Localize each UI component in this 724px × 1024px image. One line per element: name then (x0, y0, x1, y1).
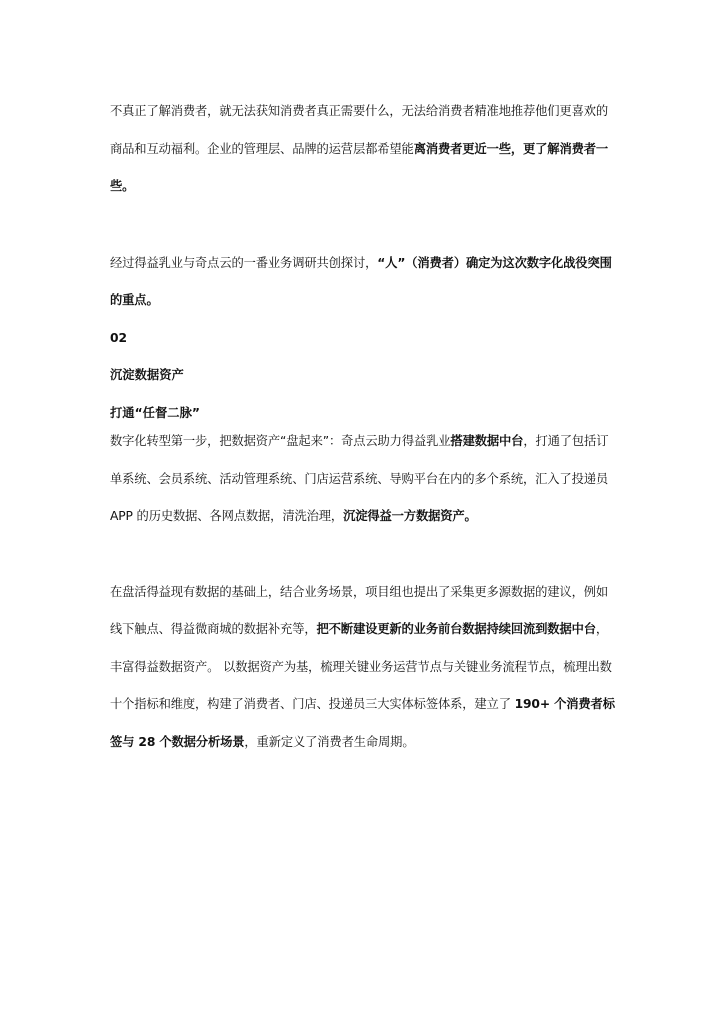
paragraph-text: ，丰富得益数据资产。 以数据资产为基，梳理关键业务运营节点与关键业务流程节点，梳理出数十个指标和维度，构建了消费者、门店、投递员三大实体标签体系，建立了 (110, 622, 612, 711)
paragraph-research-conclusion (110, 245, 618, 320)
paragraph-emphasis: 沉淀得益一方数据资产。 (343, 509, 477, 523)
paragraph-data-assets (110, 574, 618, 762)
paragraph-text: 不真正了解消费者，就无法获知消费者真正需要什么，无法给消费者精准地推荐他们更喜欢的商品和互动福利。企业的管理层、品牌的运营层都希望能 (110, 104, 609, 156)
section-number: 02 (110, 330, 128, 345)
section-title: 沉淀数据资产 (110, 368, 184, 382)
paragraph-emphasis: 搭建数据中台 (450, 434, 524, 448)
paragraph-consumer-understanding (110, 93, 618, 206)
paragraph-spacer (110, 206, 618, 245)
section-subtitle: 打通“任督二脉” (110, 405, 200, 420)
paragraph-text: ，打通了包括订单系统、会员系统、活动管理系统、门店运营系统、导购平台在内的多个系统，汇入了投递员 APP 的历史数据、各网点数据，清洗治理， (110, 434, 609, 523)
paragraph-text: ，重新定义了消费者生命周期。 (244, 734, 415, 749)
article-body (110, 93, 618, 761)
paragraph-emphasis: 把不断建设更新的业务前台数据持续回流到数据中台 (316, 622, 596, 636)
paragraph-data-middle-platform (110, 423, 618, 536)
paragraph-text: 经过得益乳业与奇点云的一番业务调研共创探讨， (110, 255, 378, 270)
paragraph-emphasis: 离消费者更近一些，更了解消费者一些。 (110, 141, 609, 193)
paragraph-text: 数字化转型第一步，把数据资产“盘起来”：奇点云助力得益乳业 (110, 434, 451, 448)
paragraph-text: 在盘活得益现有数据的基础上，结合业务场景，项目组也提出了采集更多源数据的建议，例如线下触点、得益微商城的数据补充等， (110, 584, 609, 636)
paragraph-emphasis: “人”（消费者）确定为这次数字化战役突围的重点。 (110, 255, 612, 307)
paragraph-emphasis: 190+ 个消费者标签与 28 个数据分析场景 (110, 697, 615, 749)
paragraph-spacer (110, 536, 618, 574)
